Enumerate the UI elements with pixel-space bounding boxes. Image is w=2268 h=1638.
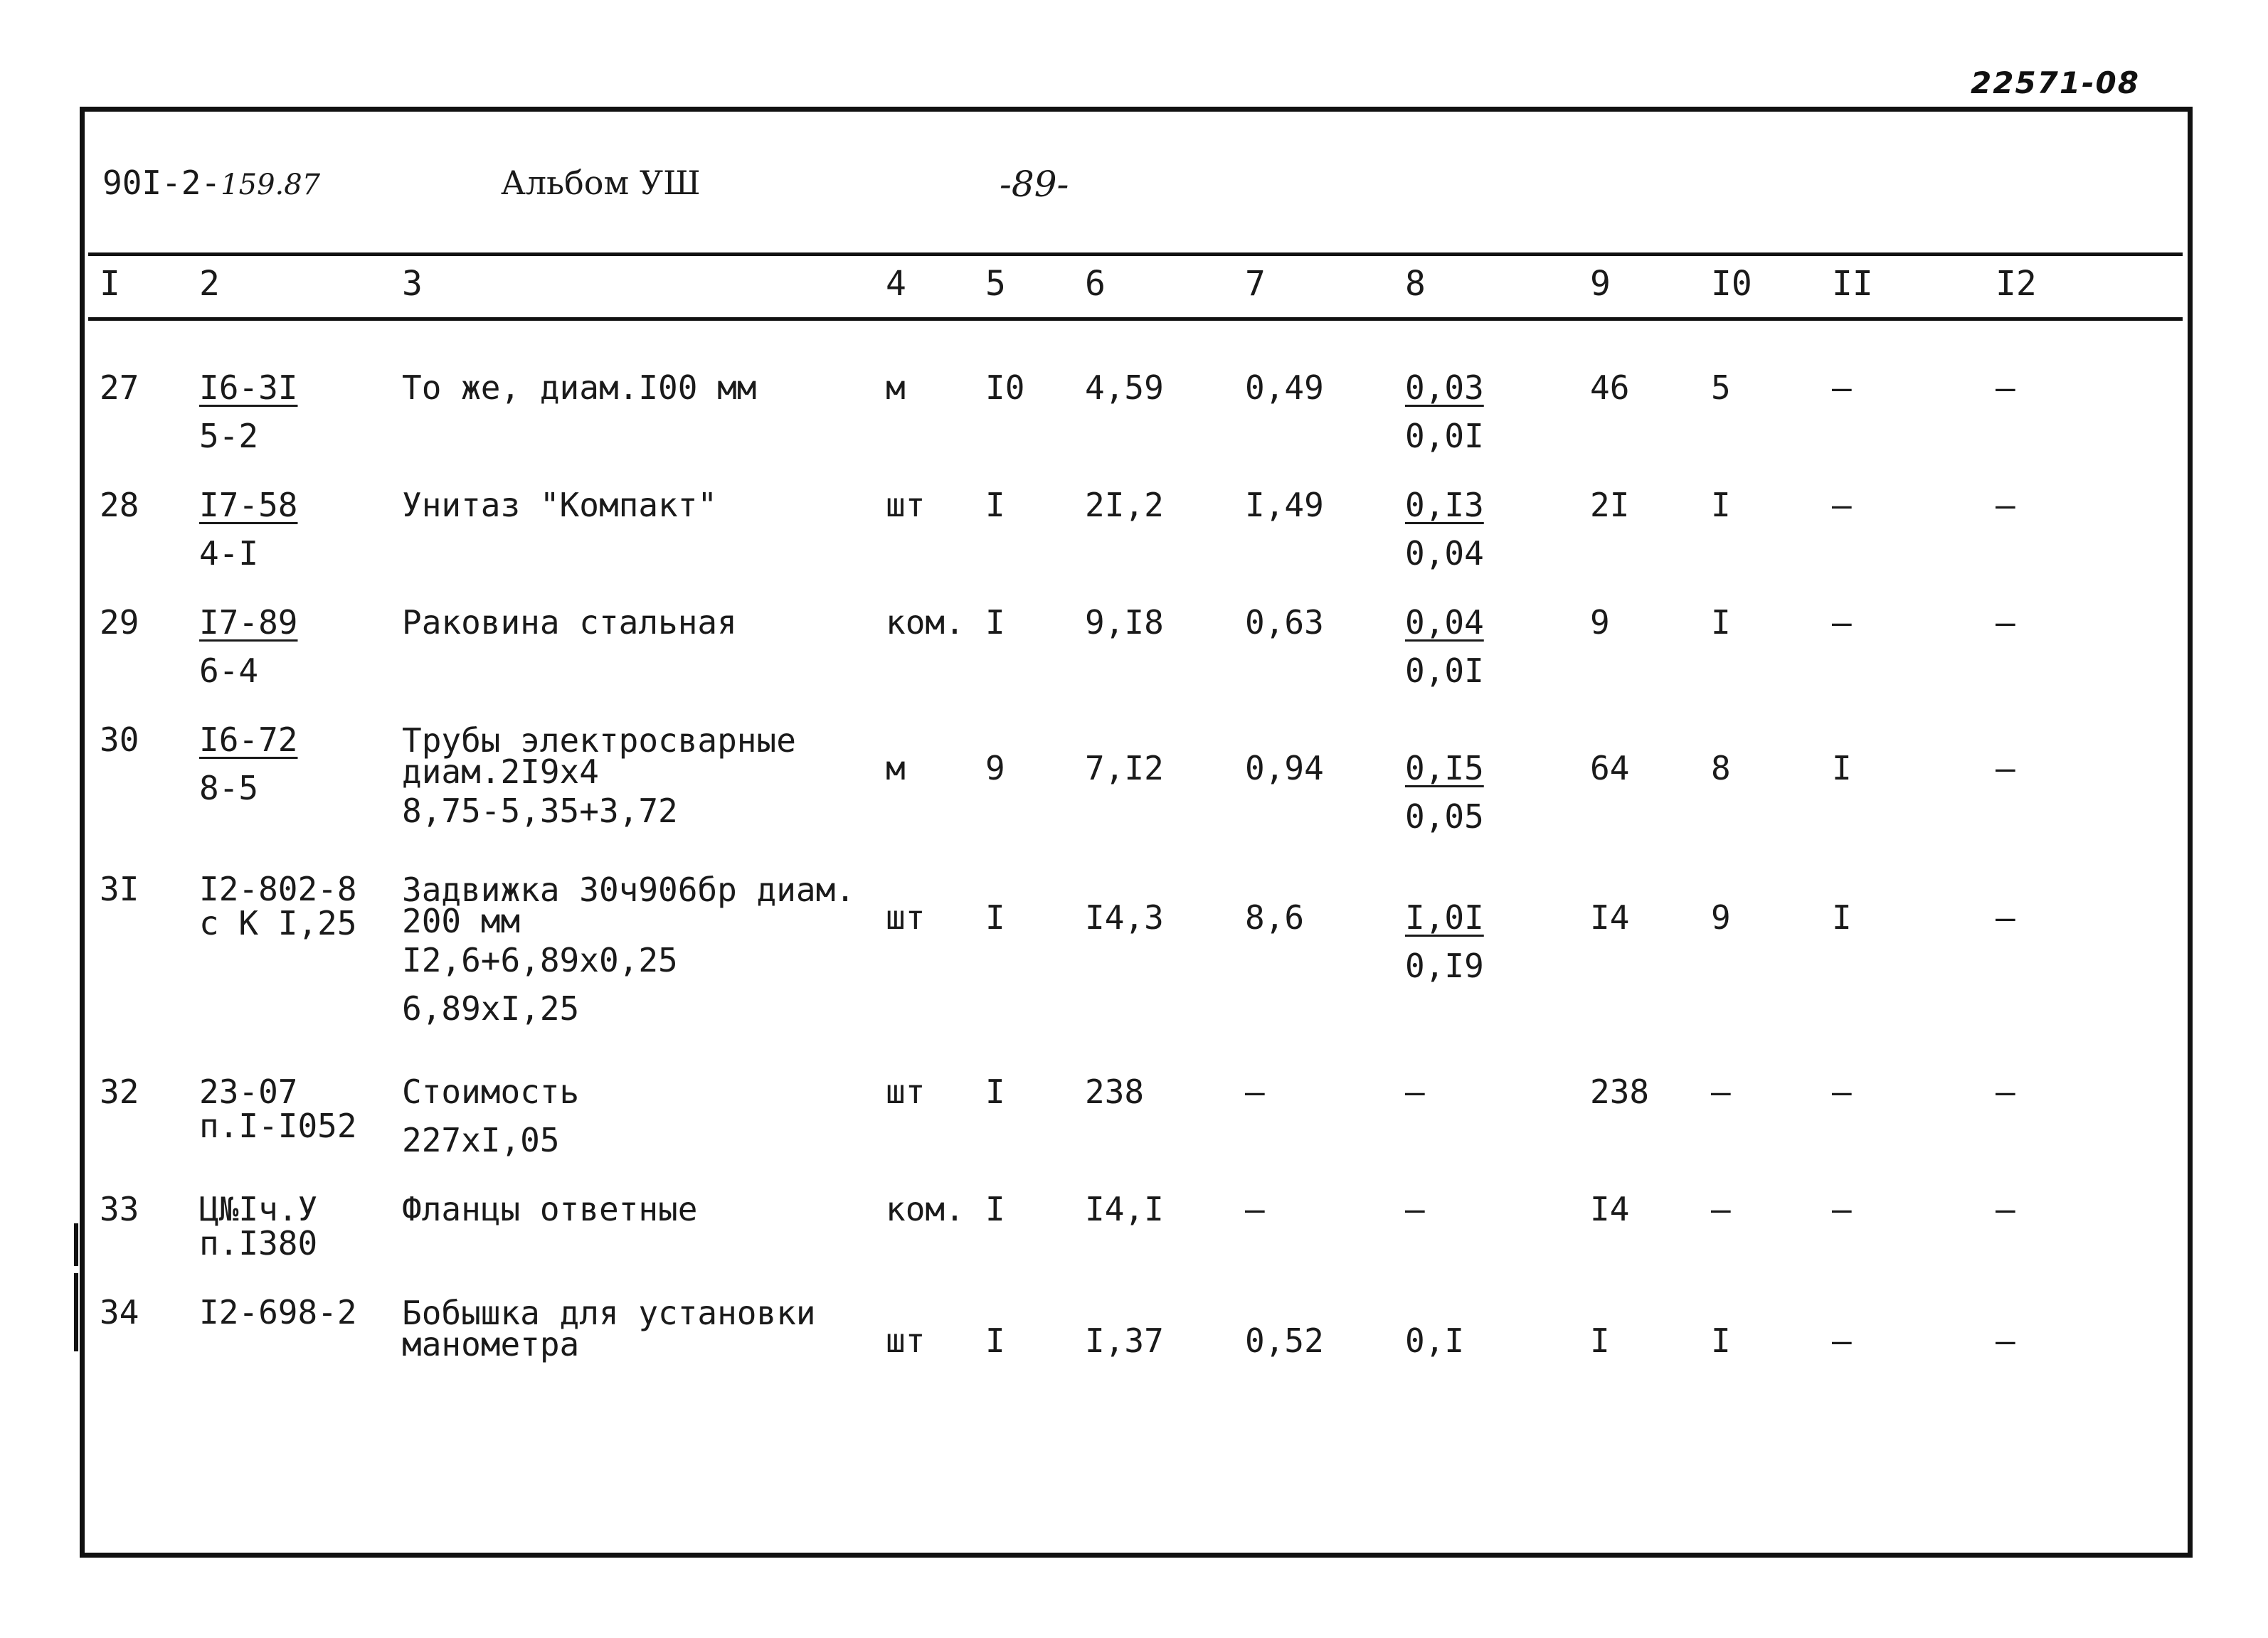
row-unit: ком.	[886, 1190, 965, 1228]
row-col8-top: –	[1405, 1190, 1425, 1228]
row-col12: –	[1996, 1190, 2015, 1228]
row-code: Ц№Iч.У	[199, 1190, 318, 1228]
row-col8-top: –	[1405, 1073, 1425, 1111]
header-rule-top	[88, 252, 2183, 256]
row-col10: I	[1711, 1321, 1731, 1360]
row-number: 29	[100, 603, 139, 642]
row-description: Фланцы ответные	[402, 1190, 698, 1228]
column-header-5: 5	[985, 264, 1006, 304]
row-col8-bottom: 0,I9	[1405, 947, 1484, 985]
row-col11: –	[1832, 1321, 1852, 1360]
row-number: 3I	[100, 870, 139, 908]
row-col7: 0,94	[1245, 749, 1324, 787]
row-unit: шт	[886, 486, 926, 524]
row-quantity: 9	[985, 749, 1005, 787]
row-col8-top: 0,I	[1405, 1321, 1465, 1360]
row-quantity: I	[985, 603, 1005, 642]
column-header-3: 3	[402, 264, 423, 304]
column-header-9: 9	[1590, 264, 1611, 304]
row-col12: –	[1996, 486, 2015, 524]
row-col10: –	[1711, 1073, 1731, 1111]
row-col10: I	[1711, 486, 1731, 524]
row-col11: I	[1832, 749, 1852, 787]
row-col11: –	[1832, 603, 1852, 642]
row-col7: 8,6	[1245, 898, 1305, 937]
row-description-line2: диам.2I9x4	[402, 752, 599, 791]
row-col8-bottom: 0,05	[1405, 797, 1484, 836]
row-unit: ком.	[886, 603, 965, 642]
row-code: I2-698-2	[199, 1293, 357, 1331]
row-col7: 0,52	[1245, 1321, 1324, 1360]
column-header-7: 7	[1245, 264, 1266, 304]
row-description: То же, диам.I00 мм	[402, 368, 757, 407]
row-col12: –	[1996, 1073, 2015, 1111]
row-description: Стоимость	[402, 1073, 580, 1111]
row-quantity: I	[985, 1190, 1005, 1228]
row-calculation: I2,6+6,89x0,25	[402, 941, 678, 979]
document-code: 22571-08	[1971, 65, 2140, 100]
row-col8-bottom: 0,04	[1405, 534, 1484, 573]
row-col12: –	[1996, 1321, 2015, 1360]
row-col8-bottom: 0,0I	[1405, 652, 1484, 690]
row-col8-top: 0,I3	[1405, 486, 1484, 524]
row-col6: I,37	[1085, 1321, 1164, 1360]
row-quantity: I	[985, 1321, 1005, 1360]
row-code-sub: 5-2	[199, 417, 259, 455]
column-header-6: 6	[1085, 264, 1106, 304]
row-code: I2-802-8	[199, 870, 357, 908]
row-number: 30	[100, 720, 139, 759]
row-number: 34	[100, 1293, 139, 1331]
column-header-11: II	[1832, 264, 1873, 304]
row-code: I6-3I	[199, 368, 298, 407]
row-col6: I4,3	[1085, 898, 1164, 937]
row-col10: –	[1711, 1190, 1731, 1228]
row-col6: 9,I8	[1085, 603, 1164, 642]
row-col9: I4	[1590, 898, 1630, 937]
row-description-line2: манометра	[402, 1325, 580, 1363]
row-code-sub: 4-I	[199, 534, 259, 573]
row-code-sub: п.I380	[199, 1224, 318, 1262]
column-header-12: I2	[1996, 264, 2037, 304]
row-col7: 0,63	[1245, 603, 1324, 642]
row-col9: I4	[1590, 1190, 1630, 1228]
series-code-handwritten: 159.87	[221, 169, 321, 201]
row-col7: –	[1245, 1190, 1265, 1228]
column-header-10: I0	[1711, 264, 1752, 304]
row-col9: 9	[1590, 603, 1610, 642]
row-col9: 64	[1590, 749, 1630, 787]
column-header-2: 2	[199, 264, 220, 304]
row-col8-top: 0,03	[1405, 368, 1484, 407]
margin-mark	[74, 1273, 78, 1351]
row-col9: I	[1590, 1321, 1610, 1360]
row-description: Унитаз "Компакт"	[402, 486, 718, 524]
row-unit: м	[886, 368, 906, 407]
row-col6: 238	[1085, 1073, 1145, 1111]
row-col10: I	[1711, 603, 1731, 642]
row-col7: I,49	[1245, 486, 1324, 524]
row-code-sub: п.I-I052	[199, 1107, 357, 1145]
row-col11: –	[1832, 486, 1852, 524]
row-calculation: 8,75-5,35+3,72	[402, 792, 678, 830]
row-col8-top: 0,I5	[1405, 749, 1484, 787]
page-number: -89-	[1000, 164, 1069, 205]
row-col8-top: 0,04	[1405, 603, 1484, 642]
row-col9: 2I	[1590, 486, 1630, 524]
series-code-printed: 90I-2-	[102, 164, 221, 202]
row-col7: –	[1245, 1073, 1265, 1111]
row-col11: –	[1832, 1073, 1852, 1111]
row-unit: шт	[886, 1321, 926, 1360]
row-code: I7-58	[199, 486, 298, 524]
row-col11: –	[1832, 1190, 1852, 1228]
row-col12: –	[1996, 603, 2015, 642]
row-number: 33	[100, 1190, 139, 1228]
row-code-sub: с К I,25	[199, 904, 357, 942]
row-col9: 46	[1590, 368, 1630, 407]
row-description: Бобышка для установки	[402, 1294, 816, 1332]
row-col6: I4,I	[1085, 1190, 1164, 1228]
column-header-1: I	[100, 264, 120, 304]
row-description: Задвижка 30ч906бр диам.	[402, 871, 855, 909]
row-code: I6-72	[199, 720, 298, 759]
album-label: Альбом УШ	[501, 164, 701, 202]
row-col8-top: I,0I	[1405, 898, 1484, 937]
row-col6: 2I,2	[1085, 486, 1164, 524]
row-calculation: 6,89xI,25	[402, 989, 580, 1028]
row-col6: 7,I2	[1085, 749, 1164, 787]
row-quantity: I	[985, 1073, 1005, 1111]
row-col9: 238	[1590, 1073, 1650, 1111]
row-col12: –	[1996, 749, 2015, 787]
row-description: Трубы электросварные	[402, 721, 796, 760]
row-description: Раковина стальная	[402, 603, 737, 642]
row-col12: –	[1996, 898, 2015, 937]
row-quantity: I	[985, 898, 1005, 937]
row-number: 32	[100, 1073, 139, 1111]
header-rule-bottom	[88, 317, 2183, 321]
row-col10: 8	[1711, 749, 1731, 787]
row-col10: 5	[1711, 368, 1731, 407]
row-unit: м	[886, 749, 906, 787]
row-unit: шт	[886, 898, 926, 937]
row-number: 27	[100, 368, 139, 407]
row-code: I7-89	[199, 603, 298, 642]
row-col10: 9	[1711, 898, 1731, 937]
row-quantity: I0	[985, 368, 1025, 407]
column-header-8: 8	[1405, 264, 1426, 304]
row-calculation: 227xI,05	[402, 1121, 560, 1159]
row-description-line2: 200 мм	[402, 902, 521, 940]
row-col11: –	[1832, 368, 1852, 407]
row-code: 23-07	[199, 1073, 298, 1111]
row-col7: 0,49	[1245, 368, 1324, 407]
row-unit: шт	[886, 1073, 926, 1111]
row-col12: –	[1996, 368, 2015, 407]
row-quantity: I	[985, 486, 1005, 524]
row-code-sub: 8-5	[199, 769, 259, 807]
row-number: 28	[100, 486, 139, 524]
margin-mark	[74, 1223, 78, 1266]
row-col6: 4,59	[1085, 368, 1164, 407]
row-code-sub: 6-4	[199, 652, 259, 690]
column-header-4: 4	[886, 264, 906, 304]
series-code	[102, 164, 320, 202]
row-col11: I	[1832, 898, 1852, 937]
row-col8-bottom: 0,0I	[1405, 417, 1484, 455]
